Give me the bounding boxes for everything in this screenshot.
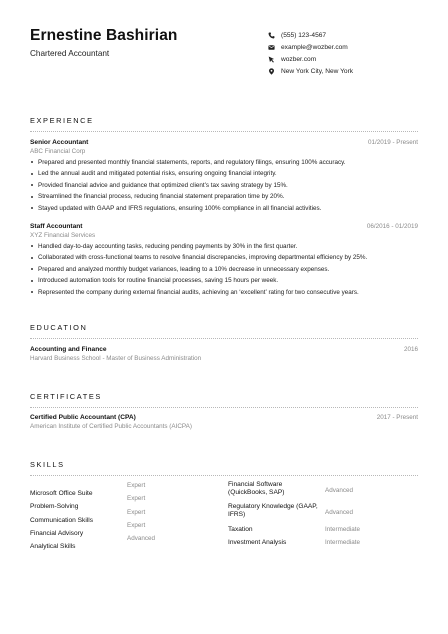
skill-item [228,539,286,547]
skill-item [228,481,284,498]
job-dates: 06/2016 - 01/2019 [366,223,418,230]
skill-level: Intermediate [325,526,361,533]
job-bullet: Stayed updated with GAAP and IFRS regulations, ensuring 100% compliance in all financial activities. [30,203,418,215]
certificate-title: Certified Public Accountant (CPA) [30,414,136,421]
location-icon [268,68,275,75]
skill-level: Advanced [325,509,354,516]
job-bullet: Prepared and analyzed monthly budget variances, leading to a 10% decrease in unnecessary expenses. [30,264,418,276]
job-title: Senior Accountant [30,139,89,146]
skill-level: Expert [127,509,146,516]
education-divider [30,338,418,339]
contact-website [268,53,353,65]
education-entry [30,346,418,362]
job-bullet: Collaborated with cross-functional teams to resolve financial discrepancies, improving departmental efficiency by 25%. [30,252,418,264]
education-school: Harvard Business School - Master of Business Administration [30,354,202,362]
skill-level: Intermediate [325,539,361,546]
certificate-issuer: American Institute of Certified Public Accountants (AICPA) [30,422,192,430]
skill-name: Communication Skills [30,517,94,524]
skill-name: Problem-Solving [30,503,79,510]
skill-level: Advanced [325,487,354,494]
skill-level: Expert [127,495,146,502]
job-bullet: Handled day-to-day accounting tasks, reducing pending payments by 30% in the first quarter. [30,241,418,253]
job-bullet: Provided financial advice and guidance that optimized client’s tax saving strategy by 15%. [30,180,418,192]
contact-phone [268,29,353,41]
job-entry [30,139,418,214]
contact-website-text[interactable]: wozber.com [281,55,317,63]
skills-heading: SKILLS [30,460,65,469]
job-bullet: Led the annual audit and mitigated potential risks, ensuring ongoing financial integrity. [30,168,418,180]
experience-heading: EXPERIENCE [30,116,94,125]
candidate-name: Ernestine Bashirian [30,27,178,44]
certificates-divider [30,407,418,408]
education-heading: EDUCATION [30,323,88,332]
email-icon [268,44,275,51]
job-title: Staff Accountant [30,223,83,230]
education-year: 2016 [403,346,418,353]
skill-name-continued: IFRS) [228,511,246,519]
skill-item [228,526,253,534]
skill-name: Financial Software [228,481,283,488]
job-bullet: Streamlined the financial process, reducing financial statement preparation time by 20%. [30,191,418,203]
skill-name: Microsoft Office Suite [30,490,93,497]
job-bullet: Prepared and presented monthly financial statements, reports, and regulatory filings, ensuring 100% accuracy. [30,157,418,169]
skill-name: Investment Analysis [228,539,287,546]
contact-email [268,41,353,53]
contact-location [268,65,353,77]
job-company: XYZ Financial Services [30,231,96,239]
skill-name: Taxation [228,526,253,533]
job-bullets [30,157,418,215]
education-title: Accounting and Finance [30,346,107,353]
skill-level: Advanced [127,535,156,542]
job-dates: 01/2019 - Present [367,139,418,146]
job-company: ABC Financial Corp [30,147,86,155]
skill-level: Expert [127,522,146,529]
job-bullets [30,241,418,299]
certificate-entry [30,414,418,430]
job-entry [30,223,418,298]
contact-block [268,29,353,77]
skill-item [228,503,318,520]
skill-name: Analytical Skills [30,543,76,550]
skill-name: Regulatory Knowledge (GAAP, [228,503,318,510]
skill-level: Expert [127,482,146,489]
contact-phone-text[interactable]: (555) 123-4567 [281,31,327,39]
candidate-title: Chartered Accountant [30,49,110,58]
skills-divider [30,475,418,476]
skill-item [30,535,75,553]
website-icon [268,56,275,63]
phone-icon [268,32,275,39]
job-bullet: Represented the company during external financial audits, achieving an ‘excellent’ rating for two consecutive years. [30,287,418,299]
contact-location-text: New York City, New York [281,67,354,75]
contact-email-text[interactable]: example@wozber.com [281,43,348,51]
job-bullet: Introduced automation tools for routine financial processes, saving 15 hours per week. [30,275,418,287]
experience-divider [30,131,418,132]
certificates-heading: CERTIFICATES [30,392,102,401]
skill-name-continued: (QuickBooks, SAP) [228,489,285,497]
skill-name: Financial Advisory [30,530,84,537]
certificate-dates: 2017 - Present [376,414,418,421]
